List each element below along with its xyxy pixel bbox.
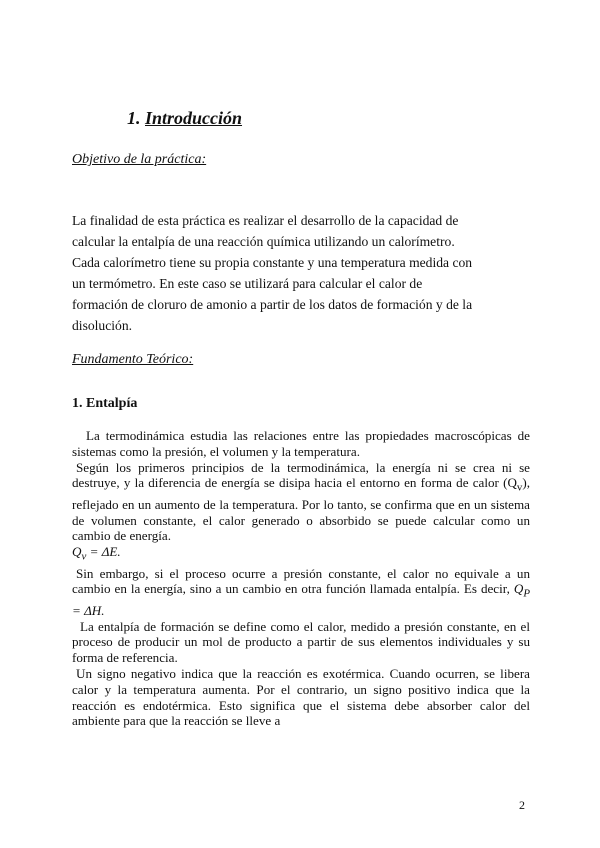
equation-qv: $Q_v = \Delta E$.: [72, 544, 121, 563]
paragraph-first-principles: Según los primeros principios de la termodinámica, la energía ni se crea ni se destruye, y la diferencia de energía se disipa hacia el entorno en forma de calor $(Q_v)$, reflejado en un aumento de la temperatura. Por lo tanto, se confirma que en un sistema de volumen constante, el calor generado o absorbido se puede calcular como un cambio de energía.: [72, 459, 530, 544]
paragraph-thermodynamics: La termodinámica estudia las relaciones entre las propiedades macroscópicas de sistemas como la presión, el volumen y la temperatura.: [72, 428, 530, 459]
section-number: 1.: [127, 108, 141, 128]
paragraph-formation-enthalpy: La entalpía de formación se define como el calor, medido a presión constante, en el proceso de producir un mol de producto a partir de sus elementos individuales y su forma de referencia.: [72, 618, 530, 666]
page-number: 2: [519, 798, 525, 812]
intro-paragraph: [72, 210, 490, 336]
intro-line: un termómetro. En este caso se utilizará para calcular el calor de: [72, 276, 423, 291]
intro-line: La finalidad de esta práctica es realizar el desarrollo de la capacidad de: [72, 213, 459, 228]
enthalpy-body: [72, 428, 530, 729]
paragraph-sign-convention: Un signo negativo indica que la reacción es exotérmica. Cuando ocurren, se libera calor y la temperatura aumenta. Por el contrario, un signo positivo indica que la reacción es endotérmica. Esto significa que el sistema debe absorber calor del ambiente para que la reacción se lleve a: [72, 665, 530, 729]
intro-line: calcular la entalpía de una reacción química utilizando un calorímetro.: [72, 234, 455, 249]
intro-line: formación de cloruro de amonio a partir de los datos de formación y de la: [72, 297, 473, 312]
objective-heading: Objetivo de la práctica:: [72, 152, 207, 167]
section-title-text: Introducción: [145, 108, 243, 128]
intro-line: Cada calorímetro tiene su propia constante y una temperatura medida con: [72, 255, 473, 270]
intro-line: disolución.: [72, 318, 133, 333]
enthalpy-heading: 1. Entalpía: [72, 396, 138, 411]
theory-heading: Fundamento Teórico:: [72, 352, 194, 367]
section-title: [127, 108, 242, 129]
paragraph-constant-pressure: Sin embargo, si el proceso ocurre a presión constante, el calor no equivale a un cambio en la energía, sino a un cambio en otra función llamada entalpía. Es decir, $Q_P = \Delta H$.: [72, 565, 530, 618]
